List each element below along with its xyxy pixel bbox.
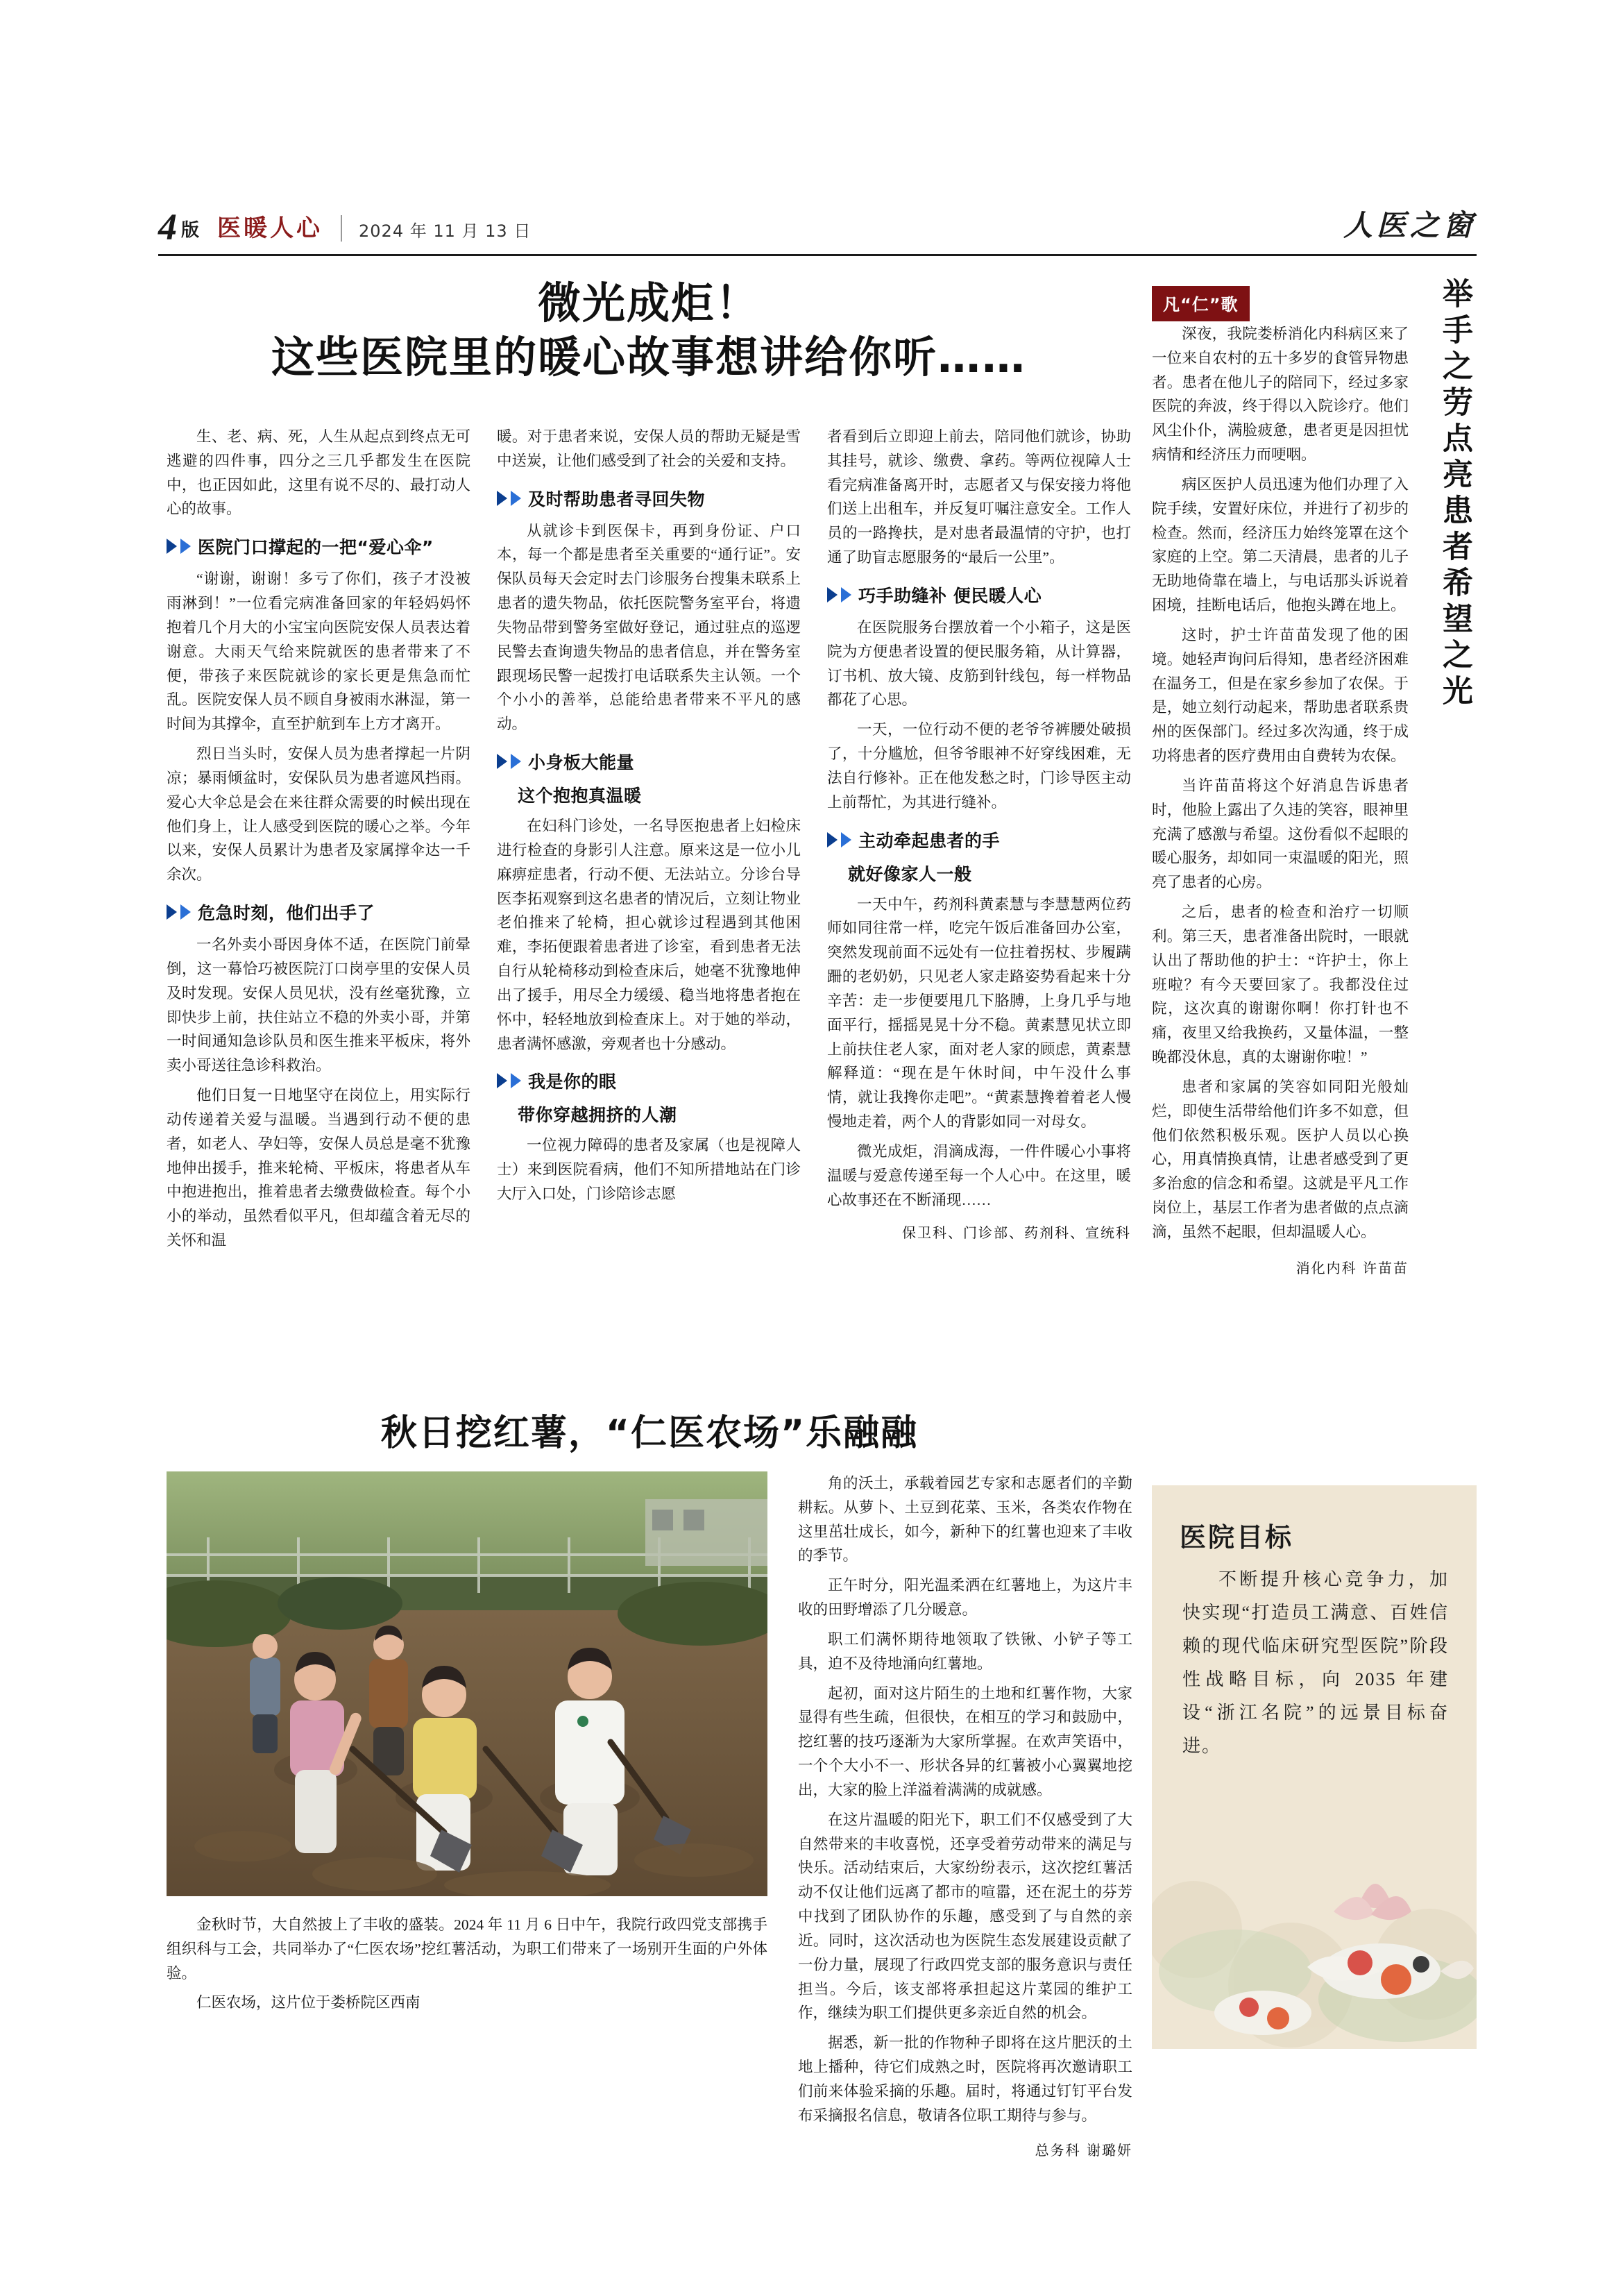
right-article-body — [1152, 322, 1409, 1277]
paragraph: 者看到后立即迎上前去，陪同他们就诊，协助其挂号，就诊、缴费、拿药。等两位视障人士看完病准备离开时，志愿者又与保安接力将他们送上出租车，并反复叮嘱注意安全。工作人员的一路搀扶，是对患者最温情的守护，也打通了助盲志愿服务的“最后一公里”。 — [827, 428, 1131, 566]
byline: 总务科 谢璐妍 — [1035, 2141, 1132, 2159]
paragraph: 角的沃土，承载着园艺专家和志愿者们的辛勤耕耘。从萝卜、土豆到花菜、玉米，各类农作物在这里茁壮成长，如今，新种下的红薯也迎来了丰收的季节。 — [798, 1475, 1132, 1564]
column-label-badge: 凡“仁”歌 — [1152, 286, 1250, 321]
arrow-icon — [511, 491, 521, 506]
subheading-secondary: 带你穿越拥挤的人潮 — [518, 1105, 677, 1126]
byline: 消化内科 许苗苗 — [1295, 1259, 1409, 1276]
section-name: 医暖人心 — [217, 214, 323, 242]
arrow-icon — [497, 754, 507, 769]
subheading-text: 危急时刻，他们出手了 — [198, 903, 375, 924]
arrow-icon — [827, 587, 838, 602]
paragraph: 职工们满怀期待地领取了铁锹、小铲子等工具，迫不及待地涌向红薯地。 — [798, 1630, 1132, 1672]
paragraph: 一天中午，药剂科黄素慧与李慧慧两位药师如同往常一样，吃完午饭后准备回办公室，突然发现前面不远处有一位拄着拐杖、步履蹒跚的老奶奶，只见老人家走路姿势看起来十分辛苦：走一步便要甩几下胳膊，上身几乎与地面平行，摇摇晃晃十分不稳。黄素慧见状立即上前扶住老人家，面对老人家的顾虑，黄素慧解释道：“现在是午休时间，中午没什么事情，就让我搀你走吧”。“黄素慧搀着着老人慢慢地走着，两个人的背影如同一对母女。 — [827, 895, 1131, 1131]
subheading-text: 主动牵起患者的手 — [858, 830, 1001, 851]
paragraph: 之后，患者的检查和治疗一切顺利。第三天，患者准备出院时，一眼就认出了帮助他的护士：“许护士，你上班啦？有今天要回家了。我都没住过院，这次真的谢谢你啊！你打针也不痛，夜里又给我换药，又量体温，一整晚都没休息，真的太谢谢你啦！” — [1152, 904, 1409, 1066]
bottom-headline-text: 秋日挖红薯，“仁医农场”乐融融 — [380, 1412, 919, 1454]
arrow-icon — [827, 832, 838, 847]
subheading-critical-moment — [167, 900, 470, 925]
hospital-goal-box — [1152, 1485, 1477, 2049]
paragraph: 在医院服务台摆放着一个小箱子，这是医院为方便患者设置的便民服务箱，从计算器，订书机、放大镜、皮筋到针线包，每一样物品都花了心思。 — [827, 618, 1131, 709]
paragraph: 在这片温暖的阳光下，职工们不仅感受到了大自然带来的丰收喜悦，还享受着劳动带来的满足与快乐。活动结束后，大家纷纷表示，这次挖红薯活动不仅让他们远离了都市的喧嚣，还在泥土的芬芳中找到了团队协作的乐趣，感受到了与自然的亲近。同时，这次活动也为医院生态发展建设贡献了一份力量，展现了行政四党支部的服务意识与责任担当。今后，该支部将承担起这片菜园的维护工作，继续为职工们提供更多亲近自然的机会。 — [798, 1811, 1132, 2022]
lead-headline — [167, 278, 1131, 384]
arrow-icon — [180, 904, 191, 920]
arrow-icon — [167, 539, 177, 554]
subheading-i-am-your-eyes — [497, 1068, 801, 1093]
subheading-secondary: 这个抱抱真温暖 — [518, 786, 642, 807]
arrow-icon — [497, 491, 507, 506]
lead-headline-line1: 微光成炬！ — [537, 278, 760, 328]
publication-date: 2024 年 11 月 13 日 — [359, 221, 532, 241]
bottom-article-column-2 — [798, 1471, 1132, 2159]
paragraph: 据悉，新一批的作物种子即将在这片肥沃的土地上播种，待它们成熟之时，医院将再次邀请职工们前来体验采摘的乐趣。届时，将通过钉钉平台发布采摘报名信息，敬请各位职工期待与参与。 — [798, 2034, 1132, 2124]
paragraph: 仁医农场，这片位于娄桥院区西南 — [196, 1994, 420, 2011]
paragraph: 病区医护人员迅速为他们办理了入院手续，安置好床位，并进行了初步的检查。然而，经济压力始终笼罩在这个家庭的上空。第二天清晨，患者的儿子无助地倚靠在墙上，与电话那头诉说着困境，挂断电话后，他抱头蹲在地上。 — [1152, 475, 1409, 614]
photo-illustration — [167, 1471, 767, 1896]
paragraph: 在妇科门诊处，一名导医抱患者上妇检床进行检查的身影引人注意。原来这是一位小儿麻痹症患者，行动不便、无法站立。分诊台导医李拓观察到这名患者的情况后，立刻让物业老伯推来了轮椅，担心就诊过程遇到其他困难，李拓便跟着患者进了诊室，看到患者无法自行从轮椅移动到检查床后，她毫不犹豫地伸出了援手，用尽全力缓缓、稳当地将患者抱在怀中，轻轻地放到检查床上。对于她的举动，患者满怀感激，旁观者也十分感动。 — [497, 818, 801, 1052]
byline: 保卫科、门诊部、药剂科、宣统科 — [902, 1224, 1131, 1242]
masthead — [158, 186, 1477, 246]
subheading-love-umbrella — [167, 534, 470, 559]
paragraph: 一位视力障碍的患者及家属（也是视障人士）来到医院看病，他们不知所措地站在门诊大厅入口处，门诊陪诊志愿 — [497, 1137, 801, 1203]
right-article — [1152, 278, 1477, 1444]
page-number-suffix: 版 — [181, 220, 200, 240]
subheading-text: 医院门口撑起的一把“爱心伞” — [198, 537, 434, 558]
paragraph: 他们日复一日地坚守在岗位上，用实际行动传递着关爱与温暖。当遇到行动不便的患者，如老人、孕妇等，安保人员总是毫不犹豫地伸出援手，推来轮椅、平板床，将患者从车中抱进抱出，推着患者去缴费做检查。每个小小的举动，虽然看似平凡，但却蕴含着无尽的关怀和温 — [167, 1087, 470, 1249]
subheading-hold-patient-hand — [827, 827, 1131, 852]
paragraph: 这时，护士许苗苗发现了他的困境。她轻声询问后得知，患者经济困难在温务工，但是在家乡参加了农保。于是，她立刻行动起来，帮助患者联系贵州的医保部门。经过多次沟通，终于成功将患者的医疗费用由自费转为农保。 — [1152, 626, 1409, 765]
lead-article-columns — [167, 425, 1132, 1383]
paragraph: 一天，一位行动不便的老爷爷裤腰处破损了，十分尴尬，但爷爷眼神不好穿线困难，无法自行修补。正在他发愁之时，门诊导医主动上前帮忙，为其进行缝补。 — [827, 721, 1131, 811]
lead-column-3 — [827, 425, 1131, 1383]
subheading-text: 我是你的眼 — [528, 1072, 617, 1092]
subheading-secondary: 就好像家人一般 — [848, 863, 972, 884]
arrow-icon — [841, 832, 851, 847]
arrow-icon — [841, 587, 851, 602]
paragraph: 起初，面对这片陌生的土地和红薯作物，大家显得有些生疏，但很快，在相互的学习和鼓励中，挖红薯的技巧逐渐为大家所掌握。在欢声笑语中，一个个大小不一、形状各异的红薯被小心翼翼地挖出，大家的脸上洋溢着满满的成就感。 — [798, 1685, 1132, 1798]
bottom-headline — [167, 1403, 1132, 1455]
subheading-text: 小身板大能量 — [528, 752, 635, 773]
paragraph: 患者和家属的笑容如同阳光般灿烂，即使生活带给他们许多不如意，但他们依然积极乐观。医护人员以心换心，用真情换真情，让患者感受到了更多治愈的信念和希望。这就是平凡工作岗位上，基层工作者为患者做的点点滴滴，虽然不起眼，但却温暖人心。 — [1152, 1078, 1409, 1240]
arrow-icon — [511, 1073, 521, 1088]
paragraph: 微光成炬，涓滴成海，一件件暖心小事将温暖与爱意传递至每一个人心中。在这里，暖心故事还在不断涌现…… — [827, 1142, 1131, 1208]
paper-name: 人医之窗 — [1343, 210, 1477, 242]
paragraph: 生、老、病、死，人生从起点到终点无可逃避的四件事，四分之三几乎都发生在医院中，也正因如此，这里有说不尽的、最打动人心的故事。 — [167, 428, 470, 518]
paragraph: 深夜，我院娄桥消化内科病区来了一位来自农村的五十多岁的食管异物患者。患者在他儿子的陪同下，经过多家医院的奔波，终于得以入院诊疗。他们风尘仆仆，满脸疲惫，患者更是因担忧病情和经济压力而哽咽。 — [1152, 326, 1409, 464]
arrow-icon — [180, 539, 191, 554]
masthead-divider — [341, 215, 342, 242]
paragraph: 当许苗苗将这个好消息告诉患者时，他脸上露出了久违的笑容，眼神里充满了感激与希望。这份看似不起眼的暖心服务，却如同一束温暖的阳光，照亮了患者的心房。 — [1152, 777, 1409, 891]
subheading-small-body — [497, 749, 801, 774]
lead-headline-line2: 这些医院里的暖心故事想讲给你听…… — [271, 332, 1026, 383]
subheading-lost-items — [497, 486, 801, 511]
masthead-rule — [158, 254, 1477, 256]
lead-column-1 — [167, 425, 470, 1383]
paragraph: 烈日当头时，安保人员为患者撑起一片阴凉；暴雨倾盆时，安保队员为患者遮风挡雨。爱心大伞总是会在来往群众需要的时候出现在他们身上，让人感受到医院的暖心之举。今年以来，安保人员累计为患者及家属撑伞达一千余次。 — [167, 745, 470, 884]
lead-column-2 — [497, 425, 801, 1383]
bottom-article-column-1 — [167, 1913, 767, 2020]
farm-activity-photo — [167, 1471, 767, 1896]
right-article-title: 举手之劳点亮患者希望之光 — [1437, 278, 1472, 711]
subheading-text: 及时帮助患者寻回失物 — [528, 489, 706, 509]
goal-box-body: 不断提升核心竞争力，加快实现“打造员工满意、百姓信赖的现代临床研究型医院”阶段性战略目标，向 2035 年建设“浙江名院”的远景目标奋进。 — [1182, 1569, 1449, 1757]
paragraph: 从就诊卡到医保卡，再到身份证、户口本，每一个都是患者至关重要的“通行证”。安保队员每天会定时去门诊服务台搜集未联系上患者的遗失物品，依托医院警务室平台，将遗失物品带到警务室做好登记，通过驻点的巡逻民警去查询遗失物品的患者信息，并在警务室跟现场民警一起拨打电话联系失主认领。一个个小小的善举，总能给患者带来不平凡的感动。 — [497, 522, 801, 733]
arrow-icon — [511, 754, 521, 769]
page-number: 4 — [158, 206, 177, 248]
paragraph: 金秋时节，大自然披上了丰收的盛装。2024 年 11 月 6 日中午，我院行政四党支部携手组织科与工会，共同举办了“仁医农场”挖红薯活动，为职工们带来了一场别开生面的户外体验。 — [167, 1916, 767, 1982]
arrow-icon — [497, 1073, 507, 1088]
goal-box-title: 医院目标 — [1180, 1522, 1294, 1553]
subheading-text: 巧手助缝补 便民暖人心 — [858, 585, 1042, 606]
paragraph: 暖。对于患者来说，安保人员的帮助无疑是雪中送炭，让他们感受到了社会的关爱和支持。 — [497, 428, 801, 469]
paragraph: “谢谢，谢谢！多亏了你们，孩子才没被雨淋到！”一位看完病准备回家的年轻妈妈怀抱着几个月大的小宝宝向医院安保人员表达着谢意。大雨天气给来院就医的患者带来了不便，带孩子来医院就诊的家长更是焦急而忙乱。医院安保人员不顾自身被雨水淋湿，第一时间为其撑伞，直至护航到车上方才离开。 — [167, 571, 470, 733]
subheading-sewing-service — [827, 582, 1131, 607]
arrow-icon — [167, 904, 177, 920]
paragraph: 一名外卖小哥因身体不适，在医院门前晕倒，这一幕恰巧被医院汀口岗亭里的安保人员及时发现。安保人员见状，没有丝毫犹豫，立即快步上前，扶住站立不稳的外卖小哥，并第一时间通知急诊队员和医生推来平板床，将外卖小哥送往急诊科救治。 — [167, 936, 470, 1074]
paragraph: 正午时分，阳光温柔洒在红薯地上，为这片丰收的田野增添了几分暖意。 — [798, 1577, 1132, 1619]
